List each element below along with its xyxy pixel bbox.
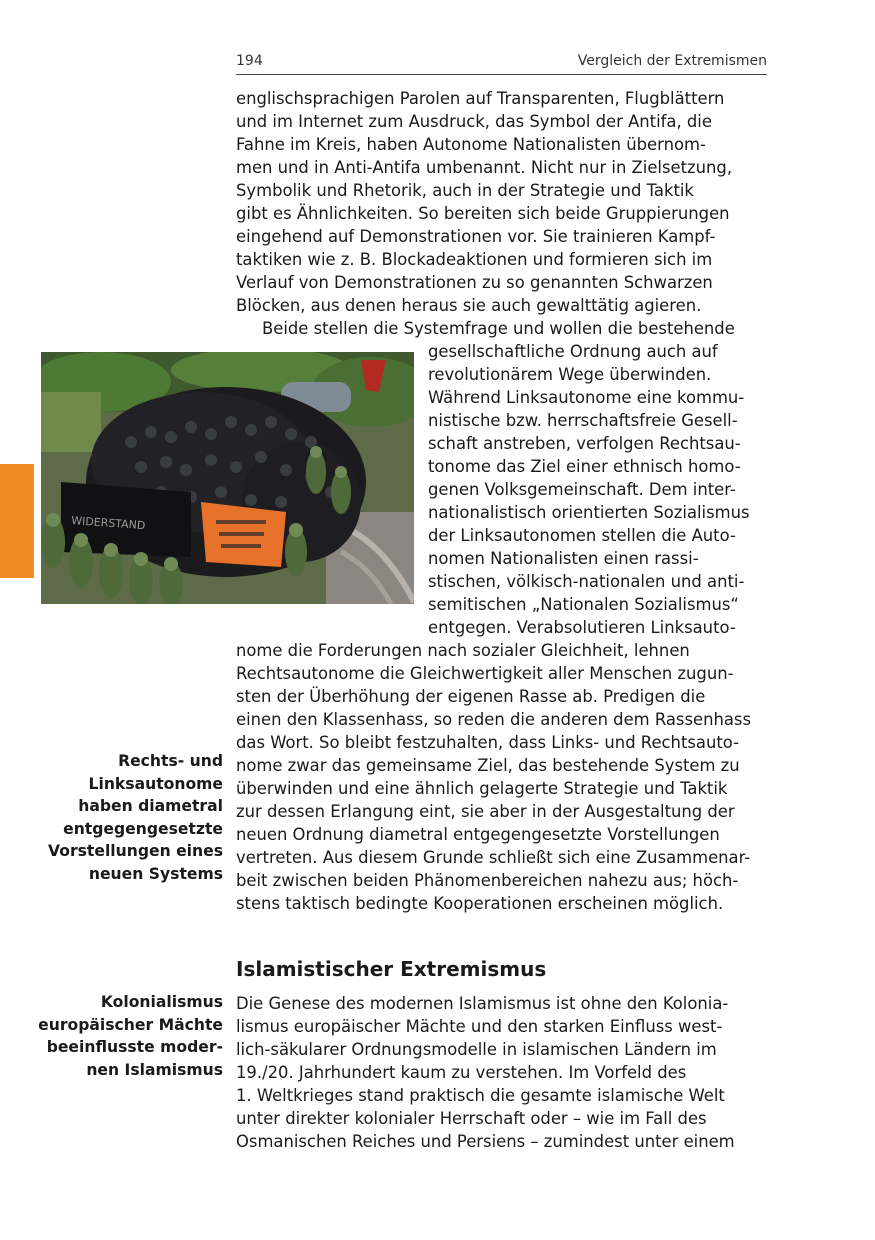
body-line: Osmanischen Reiches und Persiens – zumindest unter einem: [236, 1132, 735, 1151]
body-line: zur dessen Erlangung eint, sie aber in der Ausgestaltung der: [236, 802, 735, 821]
body-line: sten der Überhöhung der eigenen Rasse ab. Predigen die: [236, 687, 706, 706]
page-number: 194: [236, 53, 263, 69]
body-line: stischen, völkisch-nationalen und anti-: [428, 572, 745, 591]
body-line: vertreten. Aus diesem Grunde schließt sich eine Zusammenar-: [236, 848, 751, 867]
body-line: Fahne im Kreis, haben Autonome Nationalisten übernom-: [236, 135, 706, 154]
body-line: semitischen „Nationalen Sozialismus“: [428, 595, 739, 614]
margin-note-line: Vorstellungen eines: [48, 842, 223, 860]
body-line: der Linksautonomen stellen die Auto-: [428, 526, 736, 545]
body-line: stens taktisch bedingte Kooperationen erscheinen möglich.: [236, 894, 724, 913]
body-line: Die Genese des modernen Islamismus ist ohne den Kolonia-: [236, 994, 729, 1013]
margin-note-line: entgegengesetzte: [63, 819, 223, 838]
body-line: revolutionärem Wege überwinden.: [428, 365, 712, 384]
body-line: Verlauf von Demonstrationen zu so genannten Schwarzen: [236, 273, 713, 292]
body-line: Symbolik und Rhetorik, auch in der Strategie und Taktik: [236, 181, 694, 200]
margin-note-line: europäischer Mächte: [38, 1015, 223, 1034]
body-line: nistische bzw. herrschaftsfreie Gesell-: [428, 411, 738, 430]
body-line: das Wort. So bleibt festzuhalten, dass Links- und Rechtsauto-: [236, 733, 740, 752]
body-line: gibt es Ähnlichkeiten. So bereiten sich beide Gruppierungen: [236, 204, 730, 223]
body-line: nomen Nationalisten einen rassi-: [428, 549, 699, 568]
body-line: beit zwischen beiden Phänomenbereichen nahezu aus; höch-: [236, 871, 739, 890]
demonstration-photo: [41, 352, 414, 604]
margin-note-line: beeinflusste moder-: [46, 1038, 223, 1056]
body-line: nome die Forderungen nach sozialer Gleichheit, lehnen: [236, 641, 690, 660]
body-line: lich-säkularer Ordnungsmodelle in islamischen Ländern im: [236, 1040, 717, 1059]
margin-note-line: nen Islamismus: [86, 1060, 223, 1079]
body-line: entgegen. Verabsolutieren Linksauto-: [428, 618, 736, 637]
body-line: gesellschaftliche Ordnung auch auf: [428, 342, 718, 361]
body-line: men und in Anti-Antifa umbenannt. Nicht nur in Zielsetzung,: [236, 158, 733, 177]
body-line: einen den Klassenhass, so reden die anderen dem Rassenhass: [236, 710, 751, 729]
body-line: Beide stellen die Systemfrage und wollen die bestehende: [262, 319, 735, 338]
margin-note-line: Kolonialismus: [100, 993, 223, 1011]
section-heading: Islamistischer Extremismus: [236, 957, 547, 981]
body-line: überwinden und eine ähnlich gelagerte Strategie und Taktik: [236, 779, 728, 798]
photo-banner-text: WIDERSTAND: [70, 514, 146, 533]
margin-note-systems: [48, 750, 223, 885]
running-title: Vergleich der Extremismen: [577, 53, 767, 69]
body-line: lismus europäischer Mächte und den starken Einfluss west-: [236, 1017, 723, 1036]
body-line: englischsprachigen Parolen auf Transparenten, Flugblättern: [236, 89, 725, 108]
body-line: 19./20. Jahrhundert kaum zu verstehen. Im Vorfeld des: [236, 1063, 687, 1082]
body-line: tonome das Ziel einer ethnisch homo-: [428, 457, 741, 476]
body-line: schaft anstreben, verfolgen Rechtsau-: [428, 434, 741, 453]
body-line: neuen Ordnung diametral entgegengesetzte Vorstellungen: [236, 825, 720, 844]
body-line: Blöcken, aus denen heraus sie auch gewalttätig agieren.: [236, 296, 702, 315]
body-line: unter direkter kolonialer Herrschaft oder – wie im Fall des: [236, 1109, 707, 1128]
margin-note-colonialism: [38, 991, 223, 1081]
body-line: und im Internet zum Ausdruck, das Symbol der Antifa, die: [236, 112, 712, 131]
body-line: nationalistisch orientierten Sozialismus: [428, 503, 750, 522]
margin-note-line: neuen Systems: [88, 864, 223, 883]
body-line: Während Linksautonome eine kommu-: [428, 388, 745, 407]
chapter-thumb-tab: [0, 464, 34, 578]
margin-note-line: Linksautonome: [88, 774, 223, 793]
page-header: [236, 52, 767, 75]
margin-note-line: haben diametral: [78, 797, 223, 815]
body-line: eingehend auf Demonstrationen vor. Sie trainieren Kampf-: [236, 227, 716, 246]
body-line: Rechtsautonome die Gleichwertigkeit aller Menschen zugun-: [236, 664, 734, 683]
body-line: 1. Weltkrieges stand praktisch die gesamte islamische Welt: [236, 1086, 725, 1105]
body-line: taktiken wie z. B. Blockadeaktionen und formieren sich im: [236, 250, 713, 269]
body-line: nome zwar das gemeinsame Ziel, das bestehende System zu: [236, 756, 740, 775]
margin-note-line: Rechts- und: [118, 752, 223, 770]
body-line: genen Volksgemeinschaft. Dem inter-: [428, 480, 736, 499]
